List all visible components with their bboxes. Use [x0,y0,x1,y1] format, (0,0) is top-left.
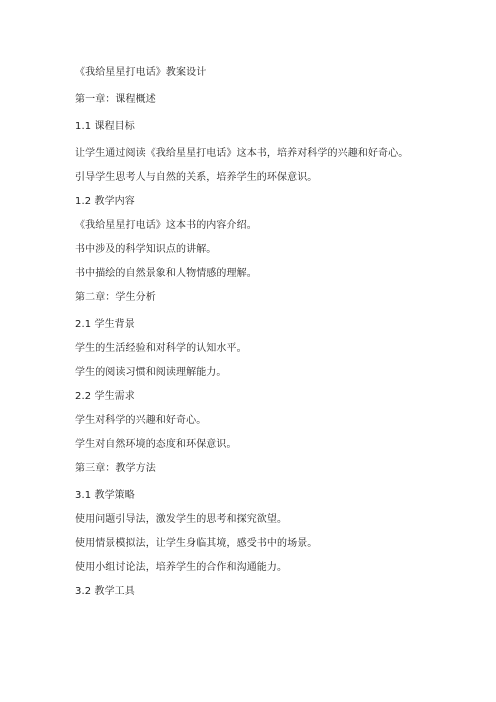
chapter-3-heading: 第三章：教学方法 [75,463,156,474]
paragraph: 书中描绘的自然景象和人物情感的理解。 [75,268,257,279]
paragraph: 《我给星星打电话》这本书的内容介绍。 [75,220,257,231]
paragraph: 引导学生思考人与自然的关系，培养学生的环保意识。 [75,172,318,183]
section-3-1-heading: 3.1 教学策略 [75,490,135,501]
paragraph: 学生对自然环境的态度和环保意识。 [75,439,237,450]
document-title: 《我给星星打电话》教案设计 [75,67,207,78]
paragraph: 学生的生活经验和对科学的认知水平。 [75,343,247,354]
paragraph: 使用小组讨论法，培养学生的合作和沟通能力。 [75,562,288,573]
paragraph: 学生的阅读习惯和阅读理解能力。 [75,367,227,378]
paragraph: 使用情景模拟法，让学生身临其境，感受书中的场景。 [75,538,318,549]
section-2-1-heading: 2.1 学生背景 [75,319,135,330]
paragraph: 书中涉及的科学知识点的讲解。 [75,244,217,255]
paragraph: 让学生通过阅读《我给星星打电话》这本书，培养对科学的兴趣和好奇心。 [75,148,409,159]
paragraph: 学生对科学的兴趣和好奇心。 [75,415,207,426]
section-3-2-heading: 3.2 教学工具 [75,586,135,597]
section-1-2-heading: 1.2 教学内容 [75,196,135,207]
paragraph: 使用问题引导法，激发学生的思考和探究欲望。 [75,514,288,525]
section-1-1-heading: 1.1 课程目标 [75,121,135,132]
section-2-2-heading: 2.2 学生需求 [75,391,135,402]
chapter-1-heading: 第一章：课程概述 [75,94,156,105]
chapter-2-heading: 第二章：学生分析 [75,292,156,303]
document-content [75,66,475,598]
